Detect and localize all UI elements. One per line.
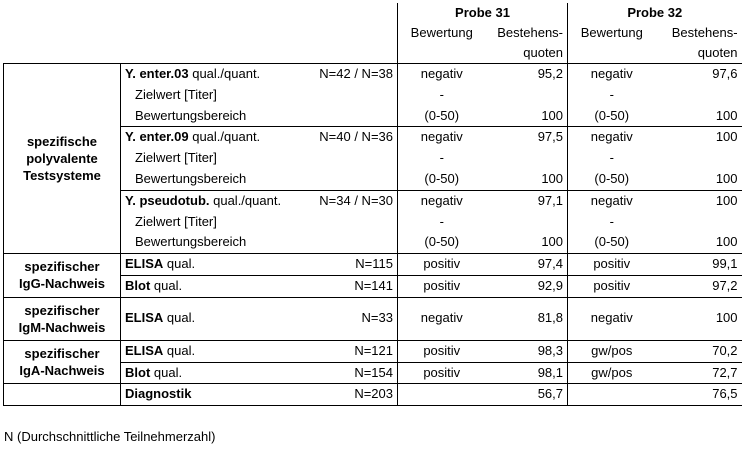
test-row — [4, 297, 742, 340]
p31-bewertung: positiv — [398, 340, 486, 362]
range-quote: 100 — [541, 107, 564, 123]
p31-bewertung: positiv — [398, 275, 486, 297]
p32-quote: 70,2 — [712, 342, 738, 358]
p31-quote: 56,7 — [537, 386, 564, 402]
p31-bewertung: negativ — [398, 190, 486, 211]
participant-count: N=154 — [354, 364, 393, 380]
range-quote: 100 — [541, 234, 564, 250]
header-row-1 — [4, 3, 742, 23]
participant-count: N=34 / N=30 — [319, 192, 393, 208]
p32-bewertung: positiv — [568, 275, 656, 297]
bewertungsbereich-label: Bewertungsbereich — [121, 232, 308, 253]
participant-count: N=203 — [354, 386, 393, 402]
range: (0-50) — [568, 169, 656, 190]
p32-quoten-header-2: quoten — [697, 45, 738, 60]
dash: - — [568, 212, 656, 233]
header-row-3 — [4, 43, 742, 64]
results-table — [3, 3, 742, 406]
test-row — [4, 64, 742, 85]
header-row-2 — [4, 23, 742, 43]
participant-count: N=33 — [361, 310, 393, 326]
participant-count: N=42 / N=38 — [319, 66, 393, 81]
p32-quoten-header-1: Bestehens- — [671, 25, 738, 40]
p31-quote: 95,2 — [537, 66, 564, 81]
bewertungsbereich-label: Bewertungsbereich — [121, 169, 308, 190]
p32-quote: 97,2 — [712, 277, 738, 293]
p31-bewertung: negativ — [398, 64, 486, 85]
range: (0-50) — [568, 106, 656, 127]
dash: - — [568, 85, 656, 106]
p32-bewertung: negativ — [568, 127, 656, 148]
diagnostik-row — [4, 384, 742, 406]
test-name: ELISA qual. — [121, 340, 308, 362]
range-quote: 100 — [715, 234, 738, 250]
diagnostik-label: Diagnostik — [121, 384, 308, 406]
p31-quoten-header-1: Bestehens- — [497, 25, 564, 40]
range: (0-50) — [398, 169, 486, 190]
test-name: ELISA qual. — [121, 254, 308, 276]
p32-quote: 100 — [715, 192, 738, 208]
test-name: Y. enter.09 qual./quant. — [121, 127, 308, 148]
p32-quote: 100 — [715, 310, 738, 326]
zielwert-label: Zielwert [Titer] — [121, 212, 308, 233]
p32-quote: 99,1 — [712, 256, 738, 272]
participant-count: N=121 — [354, 342, 393, 358]
test-name: Y. enter.03 qual./quant. — [121, 64, 308, 85]
p31-bewertung: negativ — [398, 297, 486, 340]
p31-quoten-header-2: quoten — [523, 45, 564, 60]
p32-bewertung: negativ — [568, 190, 656, 211]
test-name: Y. pseudotub. qual./quant. — [121, 190, 308, 211]
p31-quote: 81,8 — [537, 310, 564, 326]
test-row — [4, 254, 742, 276]
p31-quote: 97,1 — [537, 192, 564, 208]
p31-quote: 98,3 — [537, 342, 564, 358]
p31-quote: 92,9 — [537, 277, 564, 293]
p32-quote: 72,7 — [712, 364, 738, 380]
p31-bewertung-header: Bewertung — [398, 23, 486, 43]
p32-bewertung: negativ — [568, 64, 656, 85]
participant-count: N=141 — [354, 277, 393, 293]
test-name: Blot qual. — [121, 275, 308, 297]
probe31-header: Probe 31 — [398, 3, 568, 23]
test-name: ELISA qual. — [121, 297, 308, 340]
p32-quote: 76,5 — [712, 386, 738, 402]
group-polyvalent: spezifische polyvalente Testsysteme — [4, 64, 121, 254]
p32-bewertung: positiv — [568, 254, 656, 276]
p32-bewertung: gw/pos — [568, 362, 656, 384]
probe32-header: Probe 32 — [568, 3, 742, 23]
p31-bewertung: positiv — [398, 254, 486, 276]
participant-count: N=40 / N=36 — [319, 129, 393, 145]
p31-quote: 97,4 — [537, 256, 564, 272]
p31-quote: 97,5 — [537, 129, 564, 145]
range: (0-50) — [568, 232, 656, 253]
p32-quote: 97,6 — [712, 66, 738, 81]
dash: - — [398, 148, 486, 169]
p32-bewertung-header: Bewertung — [568, 23, 656, 43]
range-quote: 100 — [715, 170, 738, 186]
dash: - — [568, 148, 656, 169]
dash: - — [398, 212, 486, 233]
participant-count: N=115 — [355, 256, 393, 272]
p31-quote: 98,1 — [537, 364, 564, 380]
range: (0-50) — [398, 232, 486, 253]
group-igm: spezifischer IgM-Nachweis — [4, 297, 121, 340]
bewertungsbereich-label: Bewertungsbereich — [121, 106, 308, 127]
group-iga: spezifischer IgA-Nachweis — [4, 340, 121, 384]
footnote: N (Durchschnittliche Teilnehmerzahl) — [4, 429, 216, 444]
range: (0-50) — [398, 106, 486, 127]
zielwert-label: Zielwert [Titer] — [121, 148, 308, 169]
test-name: Blot qual. — [121, 362, 308, 384]
p32-bewertung: gw/pos — [568, 340, 656, 362]
p32-bewertung: negativ — [568, 297, 656, 340]
range-quote: 100 — [715, 107, 738, 123]
test-row — [4, 340, 742, 362]
group-igg: spezifischer IgG-Nachweis — [4, 254, 121, 298]
range-quote: 100 — [541, 170, 564, 186]
p31-bewertung: negativ — [398, 127, 486, 148]
p32-quote: 100 — [715, 129, 738, 145]
p31-bewertung: positiv — [398, 362, 486, 384]
zielwert-label: Zielwert [Titer] — [121, 85, 308, 106]
dash: - — [398, 85, 486, 106]
